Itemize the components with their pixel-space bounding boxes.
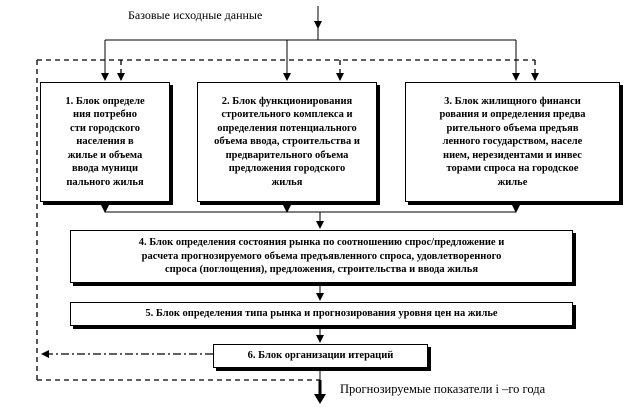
block-1-population-demand: [40, 82, 170, 202]
block-5-text: 5. Блок определения типа рынка и прогнозирования уровня цен на жилье: [145, 308, 498, 320]
block-4-text: 4. Блок определения состояния рынка по соотношению спрос/предложение и расчета прогнозируемого объема предъявленного спроса, удовлетворенного спроса (поглощения), предложения, строительства и ввода жилья: [138, 237, 505, 276]
block-5-market-type: [70, 302, 573, 326]
input-data-label: Базовые исходные данные: [128, 8, 263, 22]
block-2-text: 2. Блок функционирования строительного комплекса и определения потенциального объема ввода, строительства и предварительного объема предложения городского жилья: [214, 95, 360, 188]
output-label: Прогнозируемые показатели i –го года: [340, 382, 546, 396]
block-4-market-state: [70, 230, 573, 283]
block-3-housing-finance: [405, 82, 620, 202]
block-2-construction-complex: [197, 82, 377, 202]
block-3-text: 3. Блок жилищного финанси рования и определения предва рительного объема предъяв ленного государством, населе нием, нерезидентами и инвес торами спроса на городское жилье: [439, 95, 586, 188]
block-6-iterations: [213, 344, 428, 368]
block-1-text: 1. Блок определе ния потребно сти городского населения в жилье и объема ввода муници пального жилья: [65, 95, 145, 188]
block-6-text: 6. Блок организации итераций: [247, 350, 394, 362]
output-arrow: [314, 380, 326, 404]
